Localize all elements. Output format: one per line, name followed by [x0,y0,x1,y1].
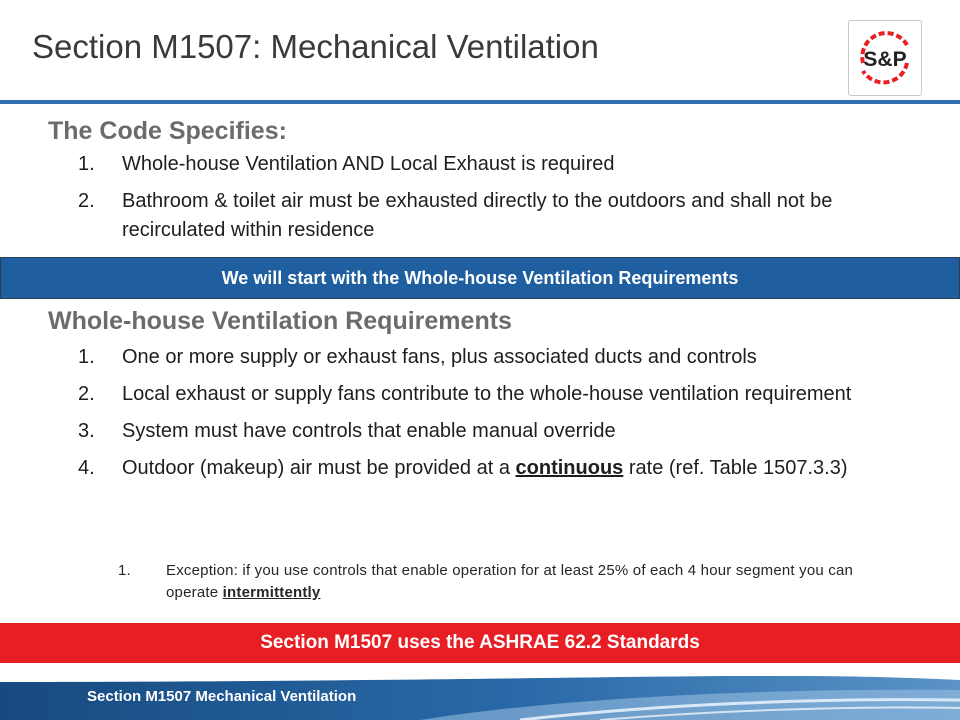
sp-logo [848,20,922,96]
item-text: System must have controls that enable manual override [122,420,616,442]
item-text: Outdoor (makeup) air must be provided at a [122,457,516,479]
item-number: 1. [78,346,95,368]
item-text-after: rate (ref. Table 1507.3.3) [623,457,848,479]
item-number: 1. [78,153,95,175]
intermittently-emphasis: intermittently [222,584,321,601]
list-item [70,150,900,179]
title-divider [0,100,960,104]
slide-title: Section M1507: Mechanical Ventilation [32,28,599,65]
sub-item-text: Exception: if you use controls that enable operation for at least 25% of each 4 hour segment you can operate [166,562,854,601]
list-item [70,187,900,245]
code-specifies-heading: The Code Specifies: [48,117,287,145]
footer-bar [0,676,960,720]
item-text: Bathroom & toilet air must be exhausted directly to the outdoors and shall not be recirculated within residence [122,190,833,241]
list-item [70,417,900,446]
sub-item-number: 1. [118,562,131,579]
sub-list-item [118,560,898,604]
logo-text: S&P [863,48,907,71]
continuous-emphasis: continuous [515,457,624,479]
footer-text: Section M1507 Mechanical Ventilation [87,688,357,705]
code-requirements-list [70,150,900,253]
item-number: 3. [78,420,95,442]
list-item [70,343,900,372]
whole-house-heading: Whole-house Ventilation Requirements [48,307,512,335]
item-number: 4. [78,457,95,479]
sp-logo-icon [849,21,921,94]
list-item [70,380,900,409]
item-text: One or more supply or exhaust fans, plus associated ducts and controls [122,346,757,368]
list-item [70,454,900,483]
item-number: 2. [78,383,95,405]
whole-house-intro-banner: We will start with the Whole-house Ventilation Requirements [0,257,960,299]
ashrae-banner: Section M1507 uses the ASHRAE 62.2 Standards [0,623,960,663]
item-number: 2. [78,190,95,212]
item-text: Whole-house Ventilation AND Local Exhaust is required [122,153,615,175]
item-text: Local exhaust or supply fans contribute to the whole-house ventilation requirement [122,383,852,405]
whole-house-requirements-list [70,343,900,491]
exception-sublist [118,560,898,604]
